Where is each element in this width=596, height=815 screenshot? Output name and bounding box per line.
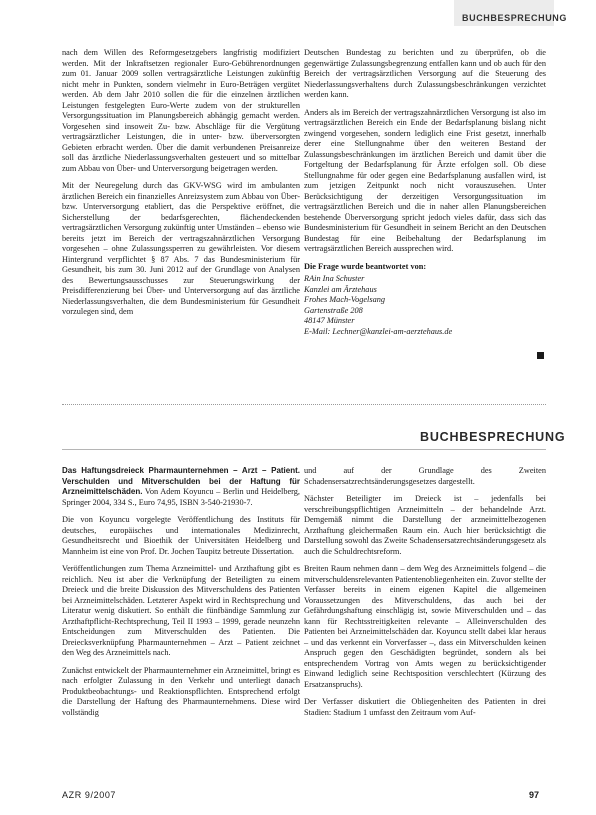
page-header xyxy=(0,0,596,30)
review-section-title: BUCHBESPRECHUNG xyxy=(420,430,566,444)
article-paragraph: Deutschen Bundestag zu berichten und zu überprüfen, ob die gegenwärtige Zulassungsbegrenzung entfallen kann und ob auch für den Bereich der vertragsärztlichen Versorgung auf die Steuerung des Niederlassungsverhaltens durch Zulassungsbeschränkungen verzichtet werden kann. xyxy=(304,48,546,99)
answer-line: Gartenstraße 208 xyxy=(304,305,363,315)
article-paragraph: nach dem Willen des Reformgesetzgebers langfristig modifiziert werden. Mit der Inkraftsetzen regionaler Euro-Gebührenordnungen zum 01. Januar 2009 sollen vertragsärztliche Leistungen zukünftig nicht mehr in Punkten, sondern vielmehr in Euro-Beträgen vergütet werden. Ab dem Jahr 2010 sollen die für die einzelnen ärztlichen Leistungen festgelegten Euro-Werte zudem von der strukturellen Versorgungssituation im Planungsbereich abhängig gemacht werden. Vorgesehen sind insoweit Zu- bzw. Abschläge für die Vergütung vertragsärztlicher Leistungen, die in unter- bzw. überversorgten Gebieten erbracht werden. Über die damit verbundenen Preisanreize soll das ärztliche Niederlassungsverhalten gesteuert und so mittelbar zum Abbau von Über- und Unterversorgung beigetragen werden. xyxy=(62,48,300,173)
section-rule xyxy=(62,449,546,450)
article-right-column xyxy=(304,48,546,337)
answer-line: RAin Ina Schuster xyxy=(304,274,365,283)
review-paragraph: Der Verfasser diskutiert die Obliegenheiten des Patienten in drei Stadien: Stadium 1 umfasst den Zeitraum vom Auf- xyxy=(304,697,546,717)
book-meta: Von Adem Koyuncu – Berlin und Heidelberg, Springer 2004, 334 S., Euro 74,95, ISBN 3-540-21930-7. xyxy=(62,487,300,507)
book-citation xyxy=(62,466,300,508)
article-paragraph: Mit der Neuregelung durch das GKV-WSG wird im ambulanten ärztlichen Bereich ein finanzielles Anreizsystem zum Abbau von Über- bzw. Unterversorgung etabliert, das die Perspektive eröffnet, die Sicherstellung der bedarfsgerechten, flächendeckenden vertragsärztlichen Versorgung zukünftig unter Umständen – ebenso wie bereits jetzt im Bereich der vertragszahnärztlichen Versorgung vorgesehen – ohne Zulassungssperren zu gewährleisten. Vor diesem Hintergrund verpflichtet § 87 Abs. 7 das Bundesministerium für Gesundheit, bis zum 30. Juni 2012 auf der Grundlage von Analysen des Bewertungsausschusses zur Steuerungswirkung der Preisdifferenzierung bei Über- und Unterversorgung auf das ärztliche Niederlassungsverhalten, die dem Bundesministerium für Gesundheit vorzulegen sind, dem xyxy=(62,181,300,316)
article-left-column xyxy=(62,48,300,325)
answer-line: Frohes Mach-Vogelsang xyxy=(304,295,386,304)
section-divider xyxy=(62,404,546,405)
article-paragraph: Anders als im Bereich der vertragszahnärztlichen Versorgung ist also im vertragsärztlichen Bereich ein Ende der Bedarfsplanung bislang nicht zwingend vorgesehen, sondern lediglich eine Frist gesetzt, innerhalb derer eine Stellungnahme über den weiteren Bestand der Zulassungsbeschränkungen im ärztlichen Bereich und damit über die Fortgeltung der Bedarfsplanung für Ärzte erfolgen soll. Ob diese Stellungnahme für oder gegen eine Bedarfsplanung ausfallen wird, ist zum jetzigen Zeitpunkt noch nicht vorauszusehen. Unter Berücksichtigung der derzeitigen Versorgungssituation im vertragsärztlichen Bereich und die in naher allen Planungsbereichen bestehende Überversorgung spricht jedoch vieles dafür, dass sich das Bundesministerium für Gesundheit in seinem Bericht an den Deutschen Bundestag für eine Beibehaltung der Bedarfsplanung im vertragsärztlichen Bereich aussprechen wird. xyxy=(304,107,546,253)
answer-block xyxy=(304,262,546,338)
review-paragraph: Nächster Beteiligter im Dreieck ist – jedenfalls bei verschreibungspflichtigen Arzneimitteln – der behandelnde Arzt. Demgemäß nimmt die Darstellung der arzneimittelbezogenen Arzthaftung gleichermaßen Raum ein. Auch hier berücksichtigt die Darstellung sowohl das Zweite Schadensersatzrechtsänderungsgesetz als auch die Schuldrechtsreform. xyxy=(304,494,546,556)
end-of-article-mark xyxy=(537,352,544,359)
review-paragraph: Breiten Raum nehmen dann – dem Weg des Arzneimittels folgend – die mitverschuldensrelevanten Patientenobliegenheiten ein. Zuvor stellte der Verfasser bereits in einem eigenen Kapitel die allgemeinen Voraussetzungen des Mitverschuldens, das auch bei der Gefährdungshaftung einschlägig ist, sowie Mitverschulden und – das kann für Rechtsstreitigkeiten relevante – Alleinverschulden des Patienten bei Arzneimittelschäden dar. Koyuncu stellt dabei klar heraus – und das verkennt ein Vorverfasser –, dass ein Mitverschulden keinen Anspruch gegen den Geschädigten begründet, sondern als bei entsprechendem Vortrag von Amts wegen zu berücksichtigender Einwand lediglich seine Rechtsposition verschlechtert (Kürzung des Ersatzanspruchs). xyxy=(304,564,546,689)
answer-email[interactable]: E-Mail: Lechner@kanzlei-am-aerztehaus.de xyxy=(304,326,453,336)
review-left-column xyxy=(62,466,300,725)
answer-line: Kanzlei am Ärztehaus xyxy=(304,284,377,294)
review-right-column xyxy=(304,466,546,725)
page-number: 97 xyxy=(529,790,540,800)
header-section-label: BUCHBESPRECHUNG xyxy=(462,13,568,23)
answer-lead: Die Frage wurde beantwortet von: xyxy=(304,261,427,271)
review-paragraph: Zunächst entwickelt der Pharmaunternehmer ein Arzneimittel, bringt es nach erfolgter Zulassung in den Verkehr und unterliegt danach Produktbeobachtungs- und Reaktionspflichten. Entsprechend erfolgt die Darstellung der Haftung des Pharmaunternehmens. Diese wird vollständig xyxy=(62,665,300,717)
answer-line: 48147 Münster xyxy=(304,316,355,325)
review-paragraph: Die von Koyuncu vorgelegte Veröffentlichung des Instituts für deutsches, europäisches und internationales Medizinrecht, Gesundheitsrecht und Bioethik der Universitäten Heidelberg und Mannheim ist eine von Prof. Dr. Jochen Taupitz betreute Dissertation. xyxy=(62,515,300,556)
review-paragraph: Veröffentlichungen zum Thema Arzneimittel- und Arzthaftung gibt es reichlich. Neu ist aber die Verknüpfung der Beteiligten zu einem Dreieck und die breite Diskussion des Mitverschuldens des Patienten bei Arzneimittelschäden. Letzterer Aspekt wird in Rechtsprechung und Literatur wenig diskutiert. So enthält die fünfbändige Sammlung zur Arzthaftpflicht-Rechtsprechung, Teil II 1993 – 1999, gerade neunzehn Entscheidungen zum Mitverschulden des Patienten. Die Dreiecksverknüpfung Pharmaunternehmen – Arzt – Patient zeichnet den Weg des Arzneimittels nach. xyxy=(62,564,300,657)
book-title: Das Haftungsdreieck Pharmaunternehmen – Arzt – Patient. Verschulden und Mitverschulden bei der Haftung für Arzneimittelschäden. xyxy=(62,466,300,496)
journal-footer: AZR 9/2007 xyxy=(62,790,117,800)
review-paragraph: und auf der Grundlage des Zweiten Schadensersatzrechtsänderungsgesetzes dargestellt. xyxy=(304,466,546,486)
